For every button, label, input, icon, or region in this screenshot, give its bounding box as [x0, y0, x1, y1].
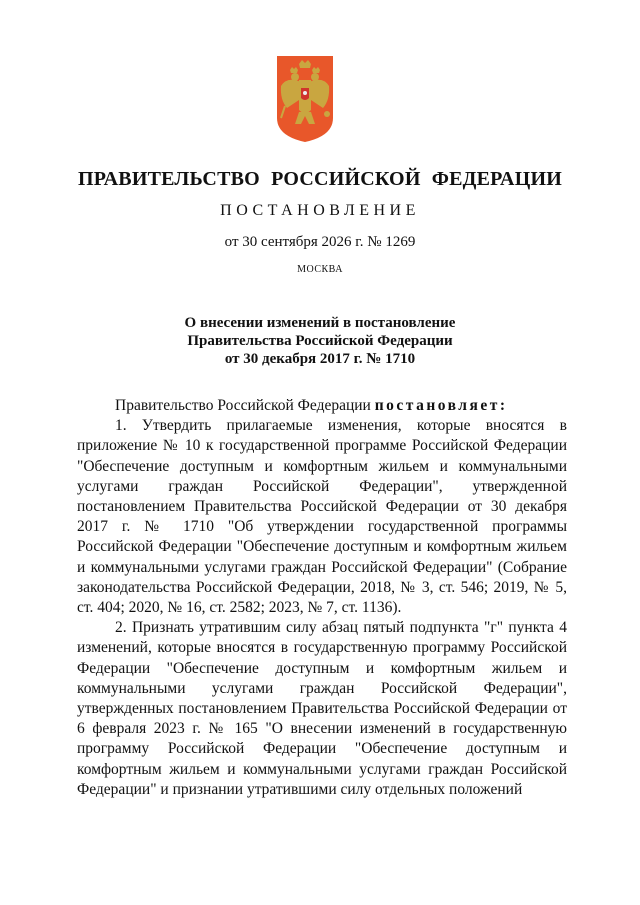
paragraph-item-1: 1. Утвердить прилагаемые изменения, которые вносятся в приложение № 10 к государственной программе Российской Федерации "Обеспечение доступным и комфортным жильем и коммунальными услугами граждан Российской Федерации", утвержденной постановлением Правительства Российской Федерации от 30 декабря 2017 г. № 1710 "Об утверждении государственной программы Российской Федерации "Обеспечение доступным и комфортным жильем и коммунальными услугами граждан Российской Федерации" (Собрание законодательства Российской Федерации, 2018, № 3, ст. 546; 2019, № 5, ст. 404; 2020, № 16, ст. 2582; 2023, № 7, ст. 1136). [77, 417, 567, 617]
coat-of-arms-graphic [277, 56, 333, 142]
government-title: ПРАВИТЕЛЬСТВО РОССИЙСКОЙ ФЕДЕРАЦИИ [78, 168, 562, 190]
subject-line-3: от 30 декабря 2017 г. № 1710 [224, 351, 416, 367]
subject-line-2: Правительства Российской Федерации [187, 333, 453, 349]
document-subject [0, 314, 640, 368]
document-body [77, 396, 567, 800]
paragraph-item-2: 2. Признать утратившим силу абзац пятый подпункта "г" пункта 4 изменений, которые вносятся в государственную программу Российской Федерации "Обеспечение доступным и комфортным жильем и коммунальными услугами граждан Российской Федерации", утвержденных постановлением Правительства Российской Федерации от 6 февраля 2023 г. № 165 "О внесении изменений в государственную программу Российской Федерации "Обеспечение доступным и комфортным жильем и коммунальными услугами граждан Российской Федерации" и признании утратившими силу отдельных положений [77, 619, 567, 798]
document-date-number: от 30 сентября 2026 г. № 1269 [224, 234, 416, 250]
decree-word: постановляет: [374, 397, 508, 414]
subject-line-1: О внесении изменений в постановление [184, 315, 456, 331]
document-type: ПОСТАНОВЛЕНИЕ [220, 202, 420, 219]
document-place: МОСКВА [297, 264, 343, 275]
intro-paragraph [77, 396, 567, 416]
intro-text: Правительство Российской Федерации [115, 397, 375, 414]
coat-of-arms-icon [277, 56, 333, 142]
